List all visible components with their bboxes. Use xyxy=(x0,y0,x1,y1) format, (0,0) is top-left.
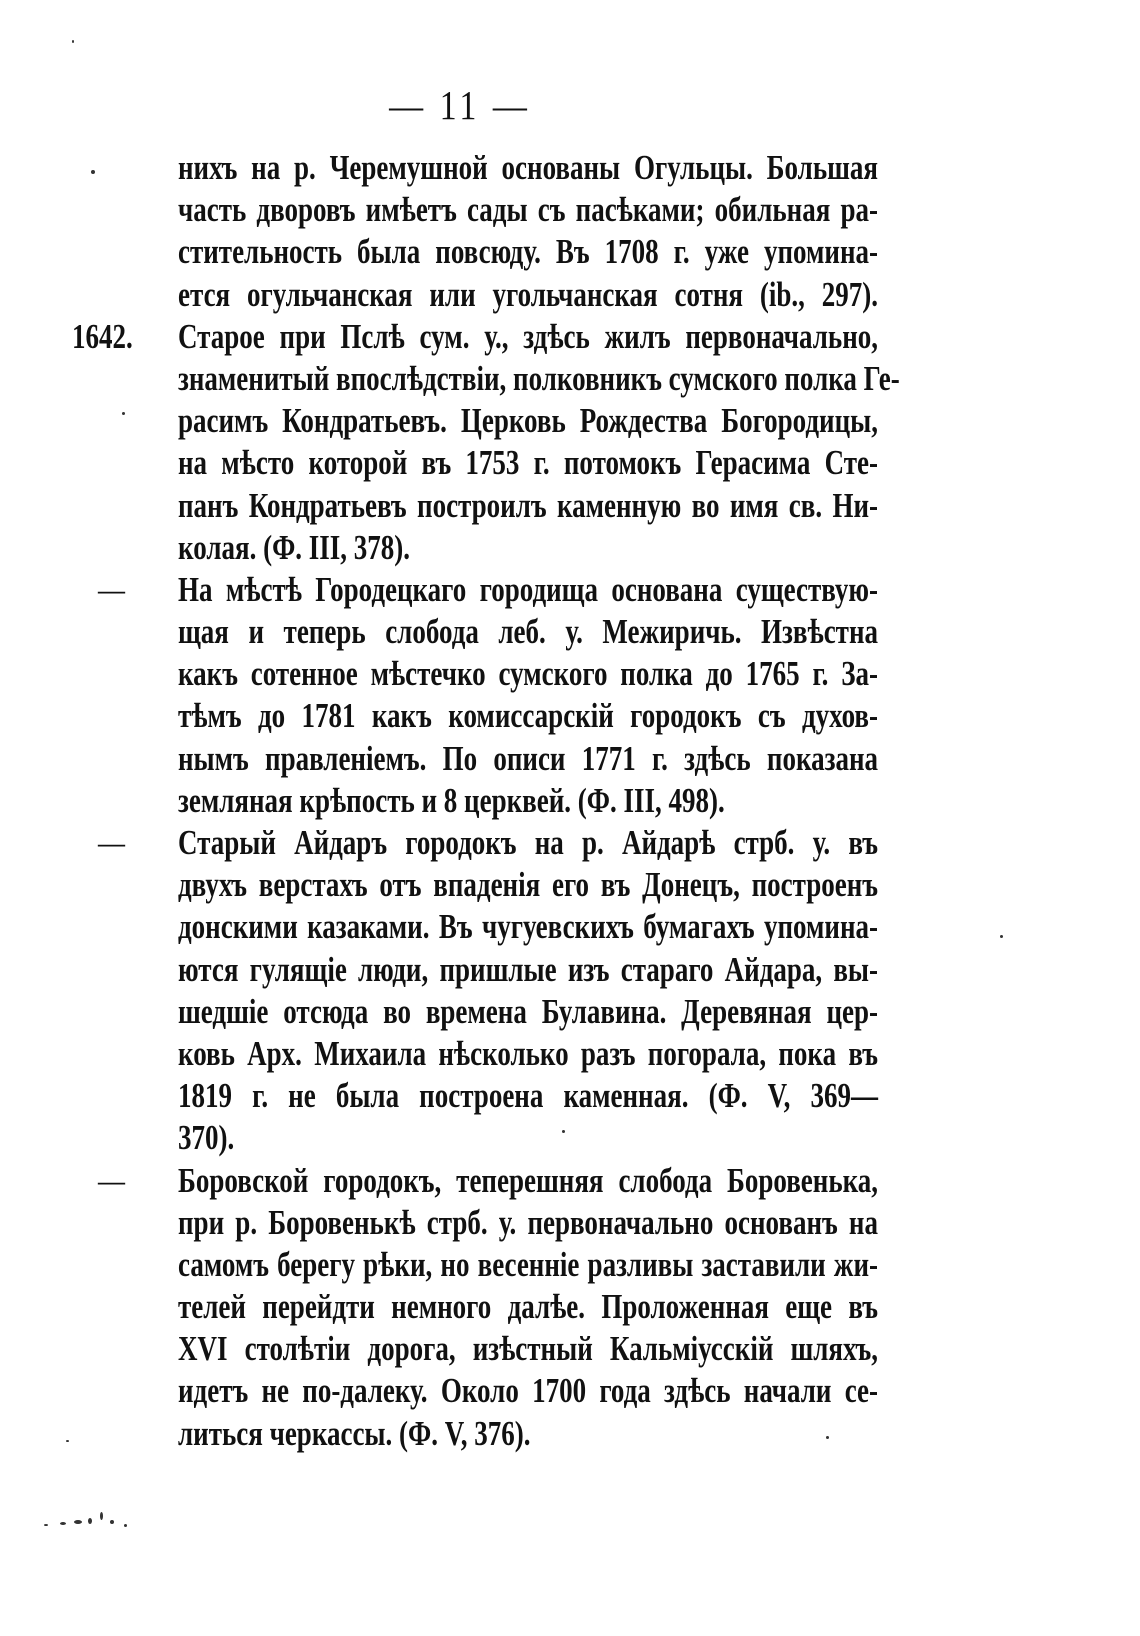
text-line: идетъ не по-далеку. Около 1700 года здѣсь начали се- xyxy=(178,1371,878,1411)
text-line: Старое при Пслѣ сум. у., здѣсь жилъ первоначально, xyxy=(178,316,878,356)
text-line: ется огульчанская или угольчанская сотня (ib., 297). xyxy=(178,274,878,314)
text-line: самомъ берегу рѣки, но весенніе разливы заставили жи- xyxy=(178,1244,878,1284)
text-line: двухъ верстахъ отъ впаденія его въ Донецъ, построенъ xyxy=(178,864,878,904)
text-line: тѣмъ до 1781 какъ комиссарскій городокъ съ духов- xyxy=(178,696,878,736)
scan-speck xyxy=(44,1524,48,1526)
entry-ogultsy-continuation xyxy=(0,140,878,314)
entry-year-marker: 1642. xyxy=(72,316,133,356)
text-line: знаменитый впослѣдствіи, полковникъ сумского полка Ге- xyxy=(178,358,900,398)
text-line: XVI столѣтіи дорога, изѣстный Кальміусскій шляхъ, xyxy=(178,1329,878,1369)
text-line: На мѣстѣ Городецкаго городища основана существую- xyxy=(178,569,878,609)
scan-speck xyxy=(826,1436,829,1439)
text-line: на мѣсто которой въ 1753 г. потомокъ Герасима Сте- xyxy=(178,443,878,483)
entry-dash-marker: — xyxy=(98,822,125,862)
scan-speck xyxy=(60,1522,66,1525)
scan-speck xyxy=(110,1520,114,1524)
text-line: 1819 г. не была построена каменная. (Ф. V, 369— xyxy=(178,1075,878,1115)
text-line: часть дворовъ имѣетъ сады съ пасѣками; обильная ра- xyxy=(178,189,878,229)
text-line: 370). xyxy=(178,1118,235,1158)
text-line: при р. Боровенькѣ стрб. у. первоначально основанъ на xyxy=(178,1202,878,1242)
entry-dash-marker: — xyxy=(98,1160,125,1200)
text-line: стительность была повсюду. Въ 1708 г. уже упомина- xyxy=(178,232,878,272)
scan-speck xyxy=(66,1440,69,1442)
text-line: шедшіе отсюда во времена Булавина. Деревяная цер- xyxy=(178,991,878,1031)
page-number: — 11 — xyxy=(389,84,531,129)
scan-speck xyxy=(122,412,125,415)
text-line: щая и теперь слобода леб. у. Межиричь. Извѣстна xyxy=(178,611,878,651)
scan-speck xyxy=(100,1512,103,1520)
text-line: какъ сотенное мѣстечко сумского полка до 1765 г. За- xyxy=(178,654,878,694)
text-line: нымъ правленіемъ. По описи 1771 г. здѣсь показана xyxy=(178,738,878,778)
scan-speck xyxy=(562,1130,565,1133)
entry-dash-marker: — xyxy=(98,569,125,609)
text-line: телей перейдти немного далѣе. Проложенная еще въ xyxy=(178,1286,878,1326)
text-line: ются гулящіе люди, пришлые изъ стараго Айдара, вы- xyxy=(178,949,878,989)
text-line: ковь Арх. Михаила нѣсколько разъ погорала, пока въ xyxy=(178,1033,878,1073)
text-line: донскими казаками. Въ чугуевскихъ бумагахъ упомина- xyxy=(178,907,878,947)
text-line: литься черкассы. (Ф. V, 376). xyxy=(178,1413,531,1453)
text-line: земляная крѣпость и 8 церквей. (Ф. III, 498). xyxy=(178,780,725,820)
text-line: панъ Кондратьевъ построилъ каменную во имя св. Ни- xyxy=(178,485,878,525)
scan-speck xyxy=(72,40,74,43)
scan-speck xyxy=(124,1524,127,1527)
scan-speck xyxy=(1000,935,1003,938)
text-line: нихъ на р. Черемушной основаны Огульцы. Большая xyxy=(178,147,878,187)
entry-borovenka xyxy=(0,1153,878,1453)
entry-staroe xyxy=(0,309,900,567)
scan-speck xyxy=(91,170,95,174)
text-line: расимъ Кондратьевъ. Церковь Рождества Богородицы, xyxy=(178,400,878,440)
scan-speck xyxy=(74,1520,82,1524)
text-line: Старый Айдаръ городокъ на р. Айдарѣ стрб. у. въ xyxy=(178,822,878,862)
entry-staryi-aidar xyxy=(0,815,878,1158)
entries-list xyxy=(0,140,1140,1453)
text-line: колая. (Ф. III, 378). xyxy=(178,527,411,567)
text-line: Боровской городокъ, теперешняя слобода Боровенька, xyxy=(178,1160,878,1200)
scan-speck xyxy=(88,1518,92,1524)
entry-mezhirich xyxy=(0,562,878,820)
